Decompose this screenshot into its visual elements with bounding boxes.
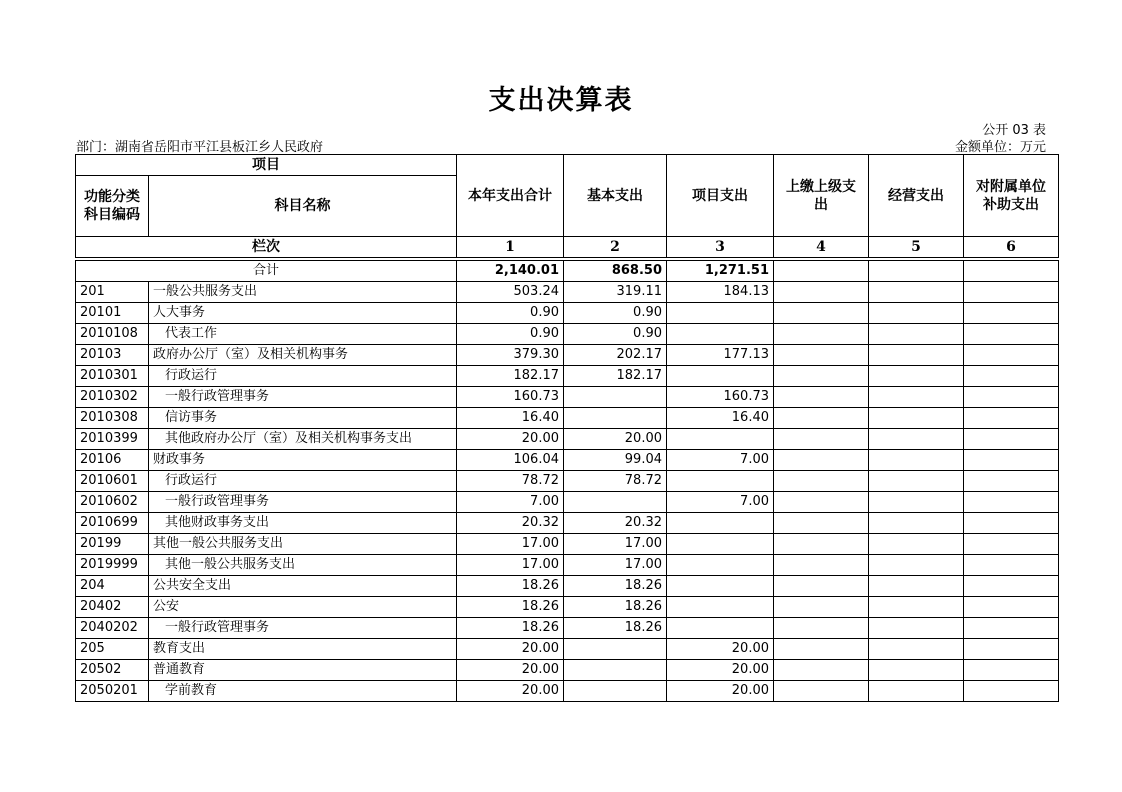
table-row — [76, 639, 1059, 660]
row-upper — [774, 660, 869, 681]
row-code: 20103 — [76, 345, 149, 366]
row-basic: 17.00 — [564, 534, 667, 555]
row-upper — [774, 639, 869, 660]
row-project — [667, 534, 774, 555]
row-basic: 202.17 — [564, 345, 667, 366]
row-business — [869, 597, 964, 618]
header-basic: 基本支出 — [564, 155, 667, 237]
row-code: 20502 — [76, 660, 149, 681]
row-basic: 99.04 — [564, 450, 667, 471]
row-upper — [774, 324, 869, 345]
row-business — [869, 618, 964, 639]
row-total: 7.00 — [457, 492, 564, 513]
row-name: 公安 — [149, 597, 457, 618]
row-basic — [564, 681, 667, 702]
row-name: 行政运行 — [149, 471, 457, 492]
row-name: 信访事务 — [149, 408, 457, 429]
row-project: 20.00 — [667, 639, 774, 660]
row-upper — [774, 408, 869, 429]
table-row — [76, 534, 1059, 555]
row-project: 160.73 — [667, 387, 774, 408]
totals-basic: 868.50 — [564, 261, 667, 282]
row-subsidy — [964, 345, 1059, 366]
row-project: 7.00 — [667, 492, 774, 513]
header-business: 经营支出 — [869, 155, 964, 237]
header-subsidy-line1: 对附属单位 — [976, 178, 1046, 195]
header-func-code-line2: 科目编码 — [84, 207, 140, 223]
row-upper — [774, 555, 869, 576]
row-business — [869, 471, 964, 492]
row-basic: 78.72 — [564, 471, 667, 492]
totals-label: 合计 — [76, 261, 457, 282]
row-total: 0.90 — [457, 324, 564, 345]
row-project — [667, 597, 774, 618]
row-basic — [564, 387, 667, 408]
row-name: 人大事务 — [149, 303, 457, 324]
row-project: 20.00 — [667, 681, 774, 702]
form-number: 公开 03 表 — [982, 123, 1046, 138]
column-row-label: 栏次 — [76, 237, 457, 258]
page-title: 支出决算表 — [488, 85, 634, 116]
row-project — [667, 366, 774, 387]
table-row — [76, 618, 1059, 639]
row-subsidy — [964, 282, 1059, 303]
row-basic — [564, 492, 667, 513]
row-project: 16.40 — [667, 408, 774, 429]
row-subsidy — [964, 366, 1059, 387]
row-project — [667, 429, 774, 450]
row-code: 20106 — [76, 450, 149, 471]
row-total: 379.30 — [457, 345, 564, 366]
expenditure-table — [75, 154, 1059, 702]
row-business — [869, 324, 964, 345]
row-business — [869, 513, 964, 534]
table-row — [76, 450, 1059, 471]
table-row — [76, 408, 1059, 429]
row-upper — [774, 597, 869, 618]
row-name: 学前教育 — [149, 681, 457, 702]
table-row — [76, 597, 1059, 618]
col-num-5: 5 — [869, 237, 964, 258]
row-upper — [774, 513, 869, 534]
unit-label: 金额单位：万元 — [954, 140, 1046, 155]
col-num-2: 2 — [564, 237, 667, 258]
row-basic — [564, 639, 667, 660]
row-code: 2010399 — [76, 429, 149, 450]
row-total: 17.00 — [457, 555, 564, 576]
row-code: 2010302 — [76, 387, 149, 408]
row-business — [869, 303, 964, 324]
row-total: 17.00 — [457, 534, 564, 555]
row-basic — [564, 660, 667, 681]
col-num-4: 4 — [774, 237, 869, 258]
row-upper — [774, 618, 869, 639]
row-total: 0.90 — [457, 303, 564, 324]
row-upper — [774, 681, 869, 702]
header-upper-line2: 出 — [814, 196, 828, 213]
row-code: 2010301 — [76, 366, 149, 387]
row-total: 16.40 — [457, 408, 564, 429]
table-row — [76, 513, 1059, 534]
row-code: 20402 — [76, 597, 149, 618]
table-row — [76, 555, 1059, 576]
row-code: 2019999 — [76, 555, 149, 576]
header-upper — [774, 155, 869, 237]
totals-project: 1,271.51 — [667, 261, 774, 282]
header-func-code — [76, 176, 149, 237]
row-basic: 18.26 — [564, 618, 667, 639]
row-code: 20199 — [76, 534, 149, 555]
table-row — [76, 576, 1059, 597]
row-project — [667, 303, 774, 324]
row-business — [869, 534, 964, 555]
row-project — [667, 576, 774, 597]
row-name: 一般公共服务支出 — [149, 282, 457, 303]
row-subsidy — [964, 387, 1059, 408]
table-row — [76, 387, 1059, 408]
totals-upper — [774, 261, 869, 282]
row-business — [869, 387, 964, 408]
row-business — [869, 576, 964, 597]
row-business — [869, 366, 964, 387]
row-subsidy — [964, 618, 1059, 639]
row-total: 503.24 — [457, 282, 564, 303]
table-row — [76, 366, 1059, 387]
row-total: 20.00 — [457, 429, 564, 450]
row-total: 182.17 — [457, 366, 564, 387]
row-business — [869, 555, 964, 576]
table-row — [76, 492, 1059, 513]
row-code: 2010601 — [76, 471, 149, 492]
row-code: 2010108 — [76, 324, 149, 345]
row-subsidy — [964, 492, 1059, 513]
row-basic: 182.17 — [564, 366, 667, 387]
row-name: 一般行政管理事务 — [149, 492, 457, 513]
row-basic: 17.00 — [564, 555, 667, 576]
row-name: 其他政府办公厅（室）及相关机构事务支出 — [149, 429, 457, 450]
header-row-1 — [76, 155, 1059, 176]
row-total: 78.72 — [457, 471, 564, 492]
row-subsidy — [964, 471, 1059, 492]
row-upper — [774, 282, 869, 303]
row-project: 20.00 — [667, 660, 774, 681]
row-project: 7.00 — [667, 450, 774, 471]
row-basic: 20.00 — [564, 429, 667, 450]
row-total: 20.00 — [457, 681, 564, 702]
row-project: 184.13 — [667, 282, 774, 303]
row-code: 2010699 — [76, 513, 149, 534]
column-number-row — [76, 237, 1059, 258]
header-project: 项目支出 — [667, 155, 774, 237]
row-name: 其他一般公共服务支出 — [149, 555, 457, 576]
row-upper — [774, 492, 869, 513]
row-project — [667, 555, 774, 576]
row-upper — [774, 450, 869, 471]
table-row — [76, 303, 1059, 324]
header-subsidy — [964, 155, 1059, 237]
row-code: 2040202 — [76, 618, 149, 639]
totals-total: 2,140.01 — [457, 261, 564, 282]
row-name: 行政运行 — [149, 366, 457, 387]
row-business — [869, 450, 964, 471]
row-subsidy — [964, 408, 1059, 429]
row-business — [869, 429, 964, 450]
row-business — [869, 639, 964, 660]
row-business — [869, 345, 964, 366]
row-subsidy — [964, 576, 1059, 597]
table-row — [76, 282, 1059, 303]
row-basic: 0.90 — [564, 324, 667, 345]
table-row — [76, 471, 1059, 492]
row-name: 其他财政事务支出 — [149, 513, 457, 534]
header-subject-name: 科目名称 — [149, 176, 457, 237]
row-name: 普通教育 — [149, 660, 457, 681]
row-name: 一般行政管理事务 — [149, 618, 457, 639]
col-num-6: 6 — [964, 237, 1059, 258]
row-project — [667, 471, 774, 492]
row-subsidy — [964, 429, 1059, 450]
row-subsidy — [964, 324, 1059, 345]
row-business — [869, 660, 964, 681]
row-code: 205 — [76, 639, 149, 660]
row-project: 177.13 — [667, 345, 774, 366]
row-subsidy — [964, 513, 1059, 534]
table-row — [76, 429, 1059, 450]
row-upper — [774, 576, 869, 597]
row-subsidy — [964, 534, 1059, 555]
row-upper — [774, 534, 869, 555]
row-upper — [774, 345, 869, 366]
row-total: 106.04 — [457, 450, 564, 471]
department-label: 部门：湖南省岳阳市平江县板江乡人民政府 — [76, 140, 324, 155]
row-code: 2050201 — [76, 681, 149, 702]
row-code: 20101 — [76, 303, 149, 324]
row-code: 2010308 — [76, 408, 149, 429]
row-business — [869, 408, 964, 429]
row-name: 政府办公厅（室）及相关机构事务 — [149, 345, 457, 366]
row-subsidy — [964, 450, 1059, 471]
row-basic — [564, 408, 667, 429]
row-name: 其他一般公共服务支出 — [149, 534, 457, 555]
header-upper-line1: 上缴上级支 — [786, 178, 856, 195]
row-upper — [774, 366, 869, 387]
row-upper — [774, 387, 869, 408]
row-subsidy — [964, 555, 1059, 576]
row-upper — [774, 429, 869, 450]
row-total: 18.26 — [457, 597, 564, 618]
row-basic: 20.32 — [564, 513, 667, 534]
row-name: 代表工作 — [149, 324, 457, 345]
row-code: 204 — [76, 576, 149, 597]
row-subsidy — [964, 597, 1059, 618]
row-upper — [774, 303, 869, 324]
row-business — [869, 492, 964, 513]
row-basic: 0.90 — [564, 303, 667, 324]
row-name: 教育支出 — [149, 639, 457, 660]
row-total: 18.26 — [457, 576, 564, 597]
row-code: 201 — [76, 282, 149, 303]
header-subsidy-line2: 补助支出 — [983, 196, 1039, 213]
row-total: 20.00 — [457, 660, 564, 681]
table-row — [76, 681, 1059, 702]
row-business — [869, 681, 964, 702]
header-total: 本年支出合计 — [457, 155, 564, 237]
row-project — [667, 513, 774, 534]
table-row — [76, 324, 1059, 345]
row-subsidy — [964, 681, 1059, 702]
header-item: 项目 — [76, 155, 457, 176]
row-code: 2010602 — [76, 492, 149, 513]
row-total: 160.73 — [457, 387, 564, 408]
row-business — [869, 282, 964, 303]
totals-row — [76, 261, 1059, 282]
totals-business — [869, 261, 964, 282]
row-total: 20.00 — [457, 639, 564, 660]
row-subsidy — [964, 660, 1059, 681]
row-basic: 18.26 — [564, 576, 667, 597]
row-total: 18.26 — [457, 618, 564, 639]
row-name: 财政事务 — [149, 450, 457, 471]
row-subsidy — [964, 639, 1059, 660]
col-num-3: 3 — [667, 237, 774, 258]
table-row — [76, 660, 1059, 681]
row-upper — [774, 471, 869, 492]
row-project — [667, 324, 774, 345]
row-subsidy — [964, 303, 1059, 324]
totals-subsidy — [964, 261, 1059, 282]
row-basic: 319.11 — [564, 282, 667, 303]
row-total: 20.32 — [457, 513, 564, 534]
table-row — [76, 345, 1059, 366]
header-func-code-line1: 功能分类 — [84, 189, 140, 205]
row-project — [667, 618, 774, 639]
row-basic: 18.26 — [564, 597, 667, 618]
row-name: 公共安全支出 — [149, 576, 457, 597]
row-name: 一般行政管理事务 — [149, 387, 457, 408]
col-num-1: 1 — [457, 237, 564, 258]
